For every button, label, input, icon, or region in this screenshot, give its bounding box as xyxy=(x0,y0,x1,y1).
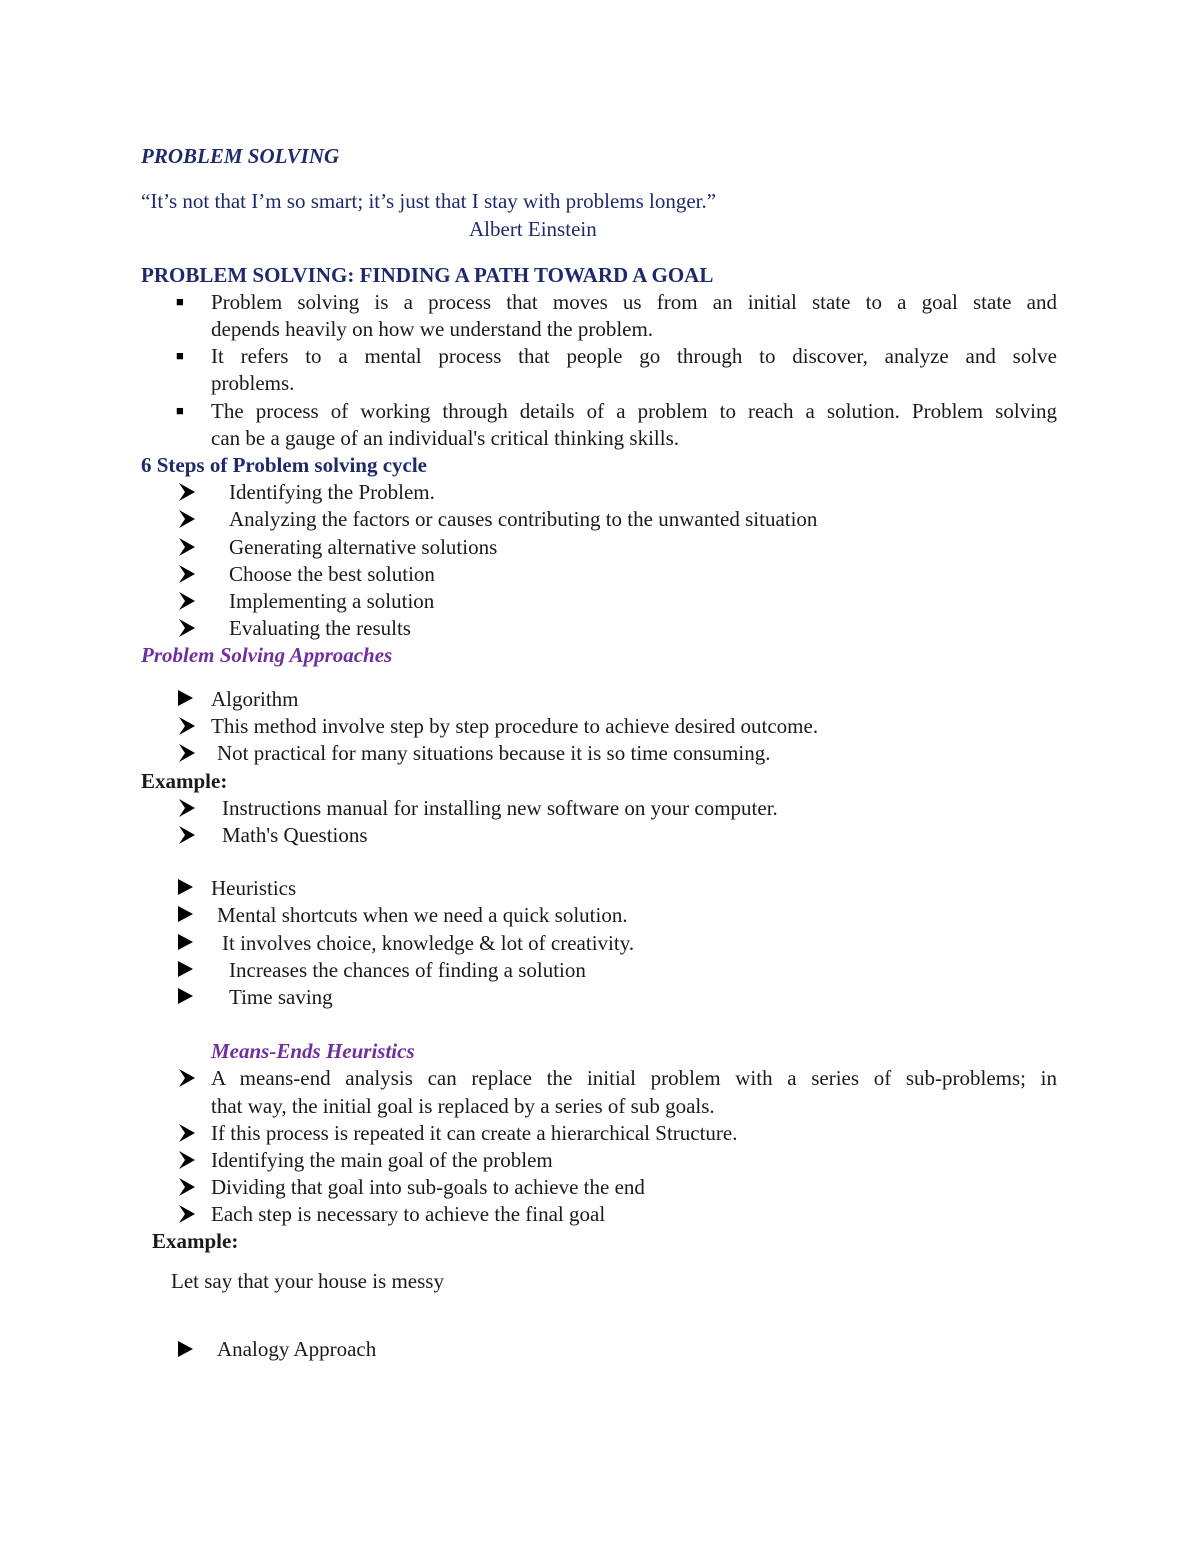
algorithm-label: Algorithm xyxy=(211,687,299,711)
quote-text: “It’s not that I’m so smart; it’s just that I stay with problems longer.” xyxy=(141,189,717,213)
heuristics-point: Time saving xyxy=(229,985,333,1009)
step-item: Identifying the Problem. xyxy=(229,480,435,504)
means-ends-heading: Means-Ends Heuristics xyxy=(211,1039,415,1063)
list-item-line: Problem solving is a process that moves us from an initial state to a goal state and xyxy=(211,290,1057,314)
arrowhead-bullet-icon xyxy=(177,481,197,503)
arrowhead-bullet-icon xyxy=(177,1149,197,1171)
algorithm-point: Not practical for many situations because it is so time consuming. xyxy=(217,741,771,765)
list-item-line: can be a gauge of an individual's critical thinking skills. xyxy=(211,426,679,450)
example-item: Math's Questions xyxy=(222,823,368,847)
triangle-bullet-icon xyxy=(178,690,193,706)
arrowhead-bullet-icon xyxy=(177,536,197,558)
example-text: Let say that your house is messy xyxy=(171,1269,444,1293)
arrowhead-bullet-icon xyxy=(177,617,197,639)
arrowhead-bullet-icon xyxy=(177,1067,197,1089)
example-label: Example: xyxy=(152,1229,239,1253)
document-title: PROBLEM SOLVING xyxy=(141,144,340,168)
triangle-bullet-icon xyxy=(178,988,193,1004)
means-ends-point: If this process is repeated it can create a hierarchical Structure. xyxy=(211,1121,738,1145)
means-ends-point: Each step is necessary to achieve the final goal xyxy=(211,1202,606,1226)
square-bullet-icon: ■ xyxy=(176,294,184,309)
step-item: Analyzing the factors or causes contributing to the unwanted situation xyxy=(229,507,818,531)
example-item: Instructions manual for installing new software on your computer. xyxy=(222,796,778,820)
list-item-line: depends heavily on how we understand the problem. xyxy=(211,317,654,341)
heuristics-point: Mental shortcuts when we need a quick solution. xyxy=(217,903,628,927)
means-ends-point: Dividing that goal into sub-goals to achieve the end xyxy=(211,1175,645,1199)
arrowhead-bullet-icon xyxy=(177,563,197,585)
arrowhead-bullet-icon xyxy=(177,1122,197,1144)
triangle-bullet-icon xyxy=(178,961,193,977)
arrowhead-bullet-icon xyxy=(177,742,197,764)
arrowhead-bullet-icon xyxy=(177,715,197,737)
example-label: Example: xyxy=(141,769,228,793)
arrowhead-bullet-icon xyxy=(177,1203,197,1225)
step-item: Choose the best solution xyxy=(229,562,435,586)
steps-heading: 6 Steps of Problem solving cycle xyxy=(141,453,428,477)
triangle-bullet-icon xyxy=(178,934,193,950)
approaches-heading: Problem Solving Approaches xyxy=(141,643,393,667)
arrowhead-bullet-icon xyxy=(177,1176,197,1198)
algorithm-point: This method involve step by step procedure to achieve desired outcome. xyxy=(211,714,819,738)
step-item: Implementing a solution xyxy=(229,589,435,613)
means-ends-point: Identifying the main goal of the problem xyxy=(211,1148,553,1172)
square-bullet-icon: ■ xyxy=(176,403,184,418)
arrowhead-bullet-icon xyxy=(177,824,197,846)
heuristics-label: Heuristics xyxy=(211,876,297,900)
quote-author: Albert Einstein xyxy=(469,217,597,241)
triangle-bullet-icon xyxy=(178,879,193,895)
list-item-line: The process of working through details of a problem to reach a solution. Problem solving xyxy=(211,399,1057,423)
triangle-bullet-icon xyxy=(178,1341,193,1357)
arrowhead-bullet-icon xyxy=(177,797,197,819)
means-ends-point-line: that way, the initial goal is replaced by a series of sub goals. xyxy=(211,1094,715,1118)
step-item: Generating alternative solutions xyxy=(229,535,498,559)
list-item-line: problems. xyxy=(211,371,295,395)
step-item: Evaluating the results xyxy=(229,616,411,640)
square-bullet-icon: ■ xyxy=(176,348,184,363)
triangle-bullet-icon xyxy=(178,906,193,922)
list-item-line: It refers to a mental process that people go through to discover, analyze and solve xyxy=(211,344,1057,368)
means-ends-point-line: A means-end analysis can replace the initial problem with a series of sub-problems; in xyxy=(211,1066,1057,1090)
section-heading-path-toward-goal: PROBLEM SOLVING: FINDING A PATH TOWARD A GOAL xyxy=(141,263,714,287)
analogy-label: Analogy Approach xyxy=(217,1337,377,1361)
heuristics-point: Increases the chances of finding a solution xyxy=(229,958,586,982)
heuristics-point: It involves choice, knowledge & lot of creativity. xyxy=(222,931,635,955)
arrowhead-bullet-icon xyxy=(177,590,197,612)
arrowhead-bullet-icon xyxy=(177,508,197,530)
